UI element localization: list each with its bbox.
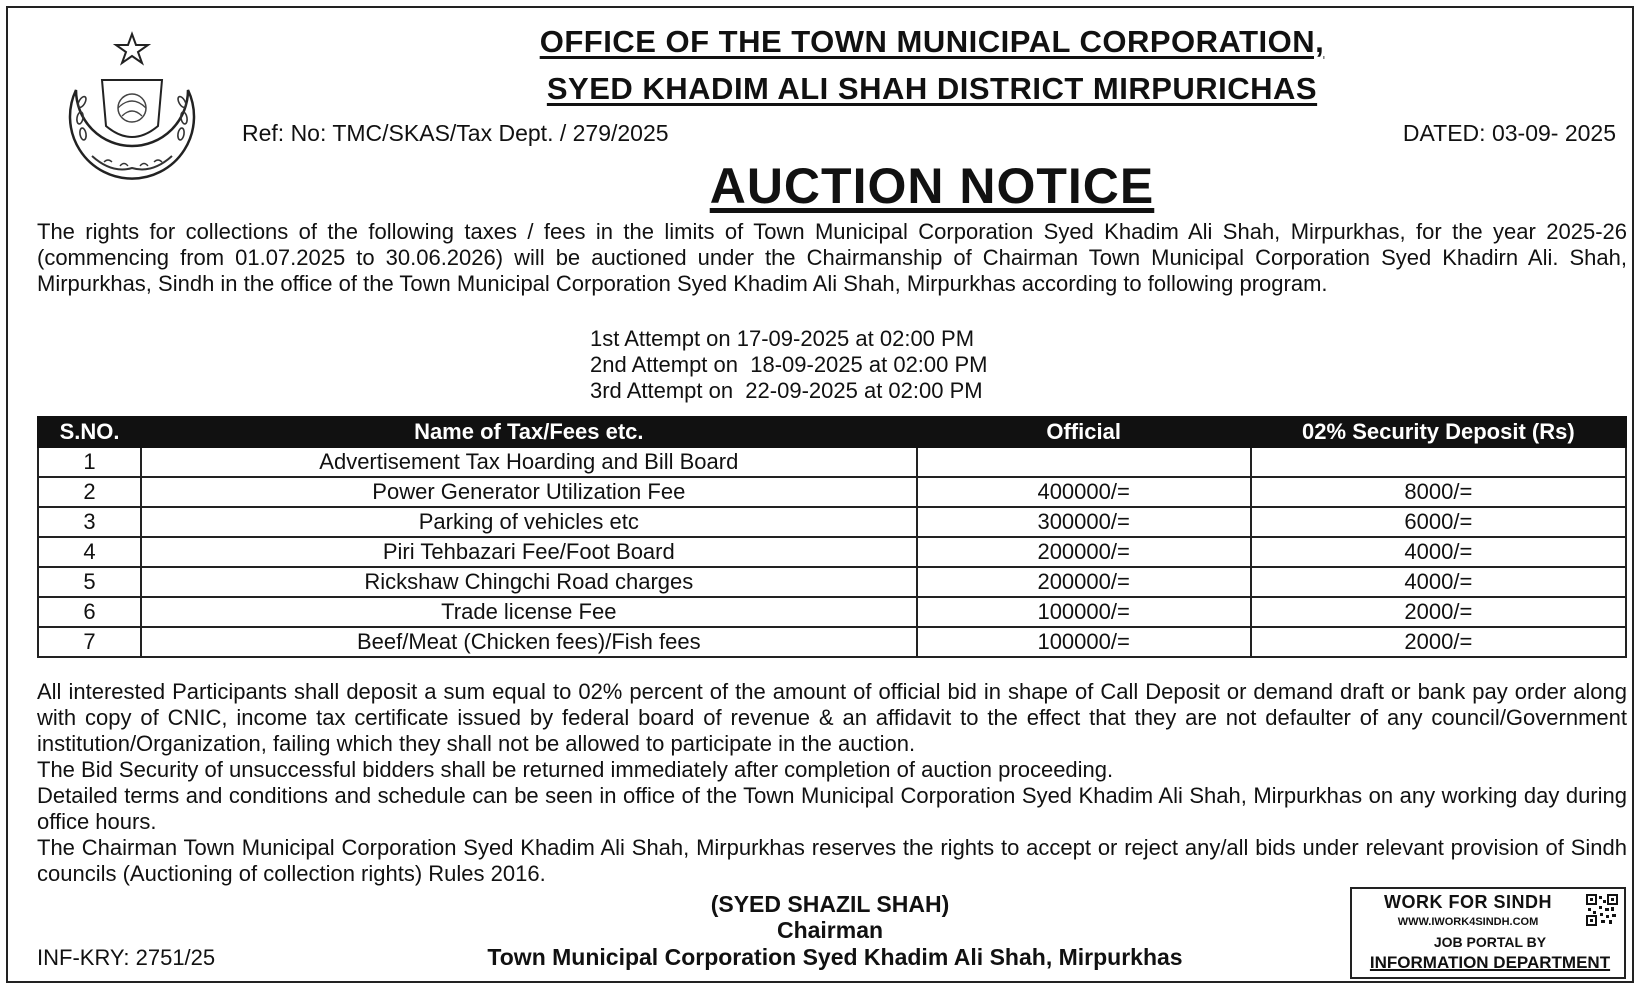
cell-sno: 5 xyxy=(38,567,141,597)
cell-name: Piri Tehbazari Fee/Foot Board xyxy=(141,537,916,567)
header-security-deposit: 02% Security Deposit (Rs) xyxy=(1251,417,1626,447)
inf-number: INF-KRY: 2751/25 xyxy=(37,945,216,970)
cell-sno: 7 xyxy=(38,627,141,657)
terms-paragraph: The Chairman Town Municipal Corporation Syed Khadim Ali Shah, Mirpurkhas reserves the rights to accept or reject any/all bids under relevant provision of Sindh councils (Auctioning of collection rights) Rules 2016. xyxy=(37,835,1627,886)
cell-deposit: 4000/= xyxy=(1251,537,1626,567)
cell-deposit: 4000/= xyxy=(1251,567,1626,597)
office-heading-line1: OFFICE OF THE TOWN MUNICIPAL CORPORATION, xyxy=(539,24,1325,59)
table-row xyxy=(38,507,1626,537)
attempt-schedule xyxy=(590,326,988,404)
signatory-name: (SYED SHAZIL SHAH) xyxy=(710,891,950,917)
terms-paragraph: Detailed terms and conditions and schedule can be seen in office of the Town Municipal Corporation Syed Khadim Ali Shah, Mirpurkhas on any working day during office hours. xyxy=(37,783,1627,834)
intro-paragraph: The rights for collections of the following taxes / fees in the limits of Town Municipal Corporation Syed Khadim Ali Shah, Mirpurkhas, for the year 2025-26 (commencing from 01.07.2025 to 30.06.2026) will be auctioned under the Chairmanship of Chairman Town Municipal Corporation Syed Khadirn Ali. Shah, Mirpurkhas, Sindh in the office of the Town Municipal Corporation Syed Khadim Ali Shah, Mirpurkhas according to following program. xyxy=(37,219,1627,296)
attempt-3: 3rd Attempt on 22-09-2025 at 02:00 PM xyxy=(590,378,983,403)
cell-sno: 3 xyxy=(38,507,141,537)
cell-name: Power Generator Utilization Fee xyxy=(141,477,916,507)
cell-official: 200000/= xyxy=(917,537,1251,567)
sindh-government-emblem-icon xyxy=(52,30,212,190)
table-row xyxy=(38,477,1626,507)
cell-official: 300000/= xyxy=(917,507,1251,537)
cell-official: 200000/= xyxy=(917,567,1251,597)
cell-deposit: 8000/= xyxy=(1251,477,1626,507)
table-row xyxy=(38,627,1626,657)
cell-deposit: 2000/= xyxy=(1251,627,1626,657)
table-row xyxy=(38,537,1626,567)
attempt-2: 2nd Attempt on 18-09-2025 at 02:00 PM xyxy=(590,352,988,377)
table-row xyxy=(38,447,1626,477)
stamp-line2: INFORMATION DEPARTMENT xyxy=(1369,953,1611,972)
stamp-line1: JOB PORTAL BY xyxy=(1433,934,1547,950)
stamp-url: WWW.IWORK4SINDH.COM xyxy=(1397,916,1539,928)
cell-sno: 2 xyxy=(38,477,141,507)
notice-title: AUCTION NOTICE xyxy=(709,158,1155,214)
signatory-organization: Town Municipal Corporation Syed Khadim Ali Shah, Mirpurkhas xyxy=(487,944,1183,970)
cell-name: Rickshaw Chingchi Road charges xyxy=(141,567,916,597)
attempt-1: 1st Attempt on 17-09-2025 at 02:00 PM xyxy=(590,326,975,351)
cell-deposit: 6000/= xyxy=(1251,507,1626,537)
cell-official: 100000/= xyxy=(917,597,1251,627)
terms-paragraph: All interested Participants shall deposit a sum equal to 02% percent of the amount of official bid in shape of Call Deposit or demand draft or bank pay order along with copy of CNIC, income tax certificate issued by federal board of revenue & an affidavit to the effect that they are not defaulter of any council/Government institution/Organization, failing which they shall not be allowed to participate in the auction. xyxy=(37,679,1627,756)
table-row xyxy=(38,567,1626,597)
signatory-title: Chairman xyxy=(776,917,884,943)
office-heading-line2: SYED KHADIM ALI SHAH DISTRICT MIRPURICHAS xyxy=(546,71,1318,106)
qr-code-icon xyxy=(1586,894,1618,926)
cell-sno: 6 xyxy=(38,597,141,627)
fees-table xyxy=(37,416,1627,658)
notice-date: DATED: 03-09- 2025 xyxy=(1402,120,1616,146)
cell-name: Advertisement Tax Hoarding and Bill Board xyxy=(141,447,916,477)
header-official: Official xyxy=(917,417,1251,447)
job-portal-stamp xyxy=(1350,887,1626,979)
table-row xyxy=(38,597,1626,627)
cell-name: Beef/Meat (Chicken fees)/Fish fees xyxy=(141,627,916,657)
cell-official xyxy=(917,447,1251,477)
reference-number: Ref: No: TMC/SKAS/Tax Dept. / 279/2025 xyxy=(242,120,669,146)
cell-sno: 1 xyxy=(38,447,141,477)
cell-name: Parking of vehicles etc xyxy=(141,507,916,537)
cell-deposit xyxy=(1251,447,1626,477)
stamp-brand: WORK FOR SINDH xyxy=(1384,892,1552,912)
cell-deposit: 2000/= xyxy=(1251,597,1626,627)
header-name: Name of Tax/Fees etc. xyxy=(141,417,916,447)
table-header-row xyxy=(38,417,1626,447)
cell-sno: 4 xyxy=(38,537,141,567)
cell-official: 400000/= xyxy=(917,477,1251,507)
terms-paragraph: The Bid Security of unsuccessful bidders shall be returned immediately after completion of auction proceeding. xyxy=(37,757,1114,782)
header-sno: S.NO. xyxy=(38,417,141,447)
terms-section xyxy=(37,679,1627,887)
cell-name: Trade license Fee xyxy=(141,597,916,627)
cell-official: 100000/= xyxy=(917,627,1251,657)
